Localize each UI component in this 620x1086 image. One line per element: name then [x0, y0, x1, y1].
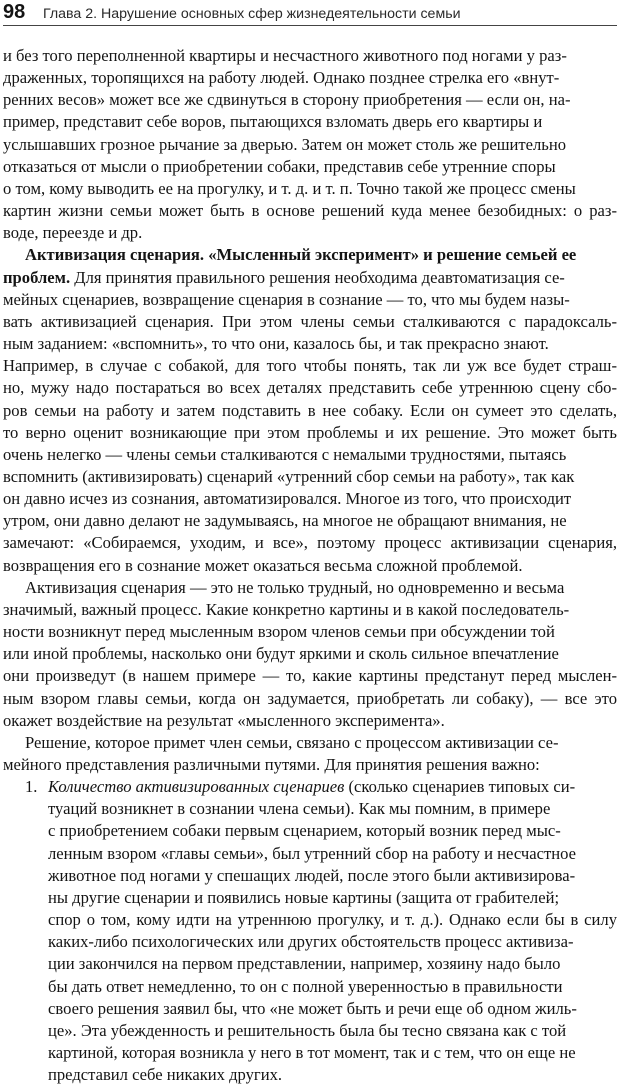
text-line: мейных сценариев, возвращение сценария в сознание — то, что мы будем назы-	[3, 289, 570, 309]
text-line: драженных, торопящихся на работу людей. Однако позднее стрелка его «внут-	[3, 68, 560, 88]
text-line: ности возникнут перед мысленным взором членов семьи при обсуждении той	[3, 622, 555, 642]
list-item-first-line	[3, 776, 617, 798]
text-line: но, мужу надо постараться во всех деталях представить себе утреннюю сцену сбо-	[3, 378, 617, 398]
page-number: 98	[3, 1, 26, 23]
text-line: ным заданием: «вспомнить», то что они, казалось бы, и так прекрасно знают.	[3, 334, 549, 354]
text-line: ции закончился на первом представлении, например, хозяину надо было	[48, 954, 561, 974]
text-line: Активизация сценария — это не только трудный, но одновременно и весьма	[25, 577, 565, 597]
text-line: и без того переполненной квартиры и несчастного животного под ногами у раз-	[3, 46, 567, 65]
text-line: о том, кому выводить ее на прогулку, и т. д. и т. п. Точно такой же процесс смены	[3, 178, 576, 198]
text-line: животное под ногами у спешащих людей, после этого были активизирова-	[48, 865, 576, 885]
body-text	[3, 26, 617, 1086]
text-line: Например, в случае с собакой, для того чтобы понять, так ли уж все будет страш-	[3, 356, 617, 376]
text-line: пример, представит себе воров, пытающихся взломать дверь его квартиры и	[3, 112, 543, 132]
paragraph	[3, 244, 617, 576]
text-line: они произведут (в нашем примере — то, какие картины предстанут перед мыслен-	[3, 666, 617, 686]
text-line: ренних весов» может все же сдвинуться в сторону приобретения — если он, на-	[3, 90, 571, 110]
text-run: (сколько сценариев типовых си-	[344, 777, 576, 797]
text-line: ленным взором «главы семьи», был утренний сбор на работу и несчастное	[48, 843, 576, 863]
text-line: картиной, которая возникла у него в тот момент, так и с тем, что он еще не	[48, 1043, 576, 1063]
text-line: вать активизацией сценария. При этом члены семьи сталкиваются с парадоксаль-	[3, 311, 617, 331]
text-line: вспомнить (активизировать) сценарий «утренний сбор семьи на работу», так как	[3, 466, 575, 486]
section-heading-end: проблем.	[3, 267, 71, 287]
text-line: ны другие сценарии и появились новые картины (защита от грабителей;	[48, 887, 560, 907]
paragraph	[3, 732, 617, 776]
text-line: очень нелегко — члены семьи сталкиваются с немалыми трудностями, пытаясь	[3, 444, 567, 464]
text-run: Для принятия правильного решения необходима деавтоматизация се-	[70, 267, 565, 287]
paragraph	[3, 45, 617, 244]
text-line: ным взором главы семьи, когда он задумается, приобретать ли собаку), — все это	[3, 688, 617, 708]
text-line: спор о том, кому идти на утреннюю прогулку, и т. д.). Однако если бы в силу	[48, 910, 617, 930]
text-line: каких-либо психологических или других обстоятельств процесс активиза-	[48, 932, 574, 952]
text-line: бы дать ответ немедленно, то он с полной уверенностью в правильности	[48, 976, 563, 996]
list-number: 1.	[25, 777, 38, 797]
text-line: значимый, важный процесс. Какие конкретно картины и в какой последователь-	[3, 599, 570, 619]
text-line: ров семьи на работу и затем подставить в нее собаку. Если он сумеет это сделать,	[3, 400, 617, 420]
text-line: окажет воздействие на результат «мысленного эксперимента».	[3, 710, 445, 730]
text-line: то верно оценит возникающие при этом проблемы и их решение. Это может быть	[3, 422, 617, 442]
text-line: возвращения его в сознание может оказаться весьма сложной проблемой.	[3, 555, 523, 575]
paragraph	[3, 577, 617, 732]
text-line: мейного представления различными путями. Для принятия решения важно:	[3, 755, 540, 774]
text-line: отказаться от мысли о приобретении собаки, представив себе утренние споры	[3, 156, 556, 176]
list-item	[3, 776, 617, 1086]
running-header	[3, 0, 617, 26]
text-line	[3, 267, 617, 289]
text-line: представил себе никаких других.	[48, 1065, 283, 1085]
text-line: воде, переезде и др.	[3, 223, 143, 243]
text-line: Решение, которое примет член семьи, связано с процессом активизации се-	[25, 732, 559, 752]
list-term: Количество активизированных сценариев	[48, 777, 345, 797]
text-line: туаций возникнет в сознании члена семьи). Как мы помним, в примере	[48, 799, 551, 819]
text-line: он давно исчез из сознания, автоматизировался. Многое из того, что происходит	[3, 489, 572, 509]
text-line: утром, они давно делают не задумываясь, на многое не обращают внимания, не	[3, 511, 567, 531]
text-line: или иной проблемы, насколько они будут яркими и сколь сильное впечатление	[3, 644, 559, 664]
text-line: с приобретением собаки первым сценарием, который возник перед мыс-	[48, 821, 561, 841]
text-line: замечают: «Собираемся, уходим, и все», поэтому процесс активизации сценария,	[3, 533, 617, 553]
text-line: це». Эта убежденность и решительность была бы тесно связана как с той	[48, 1020, 567, 1040]
text-line: услышавших грозное рычание за дверью. Затем он может столь же решительно	[3, 134, 567, 154]
section-heading-line	[3, 244, 617, 266]
chapter-title: Глава 2. Нарушение основных сфер жизнедеятельности семьи	[43, 6, 461, 22]
section-heading: Активизация сценария. «Мысленный эксперимент» и решение семьей ее	[25, 245, 577, 265]
text-line: своего решения заявил бы, что «не может быть и речи еще об одном жиль-	[48, 998, 577, 1018]
text-line: картин жизни семьи может быть в основе решений куда менее безобидных: о раз-	[3, 201, 617, 221]
